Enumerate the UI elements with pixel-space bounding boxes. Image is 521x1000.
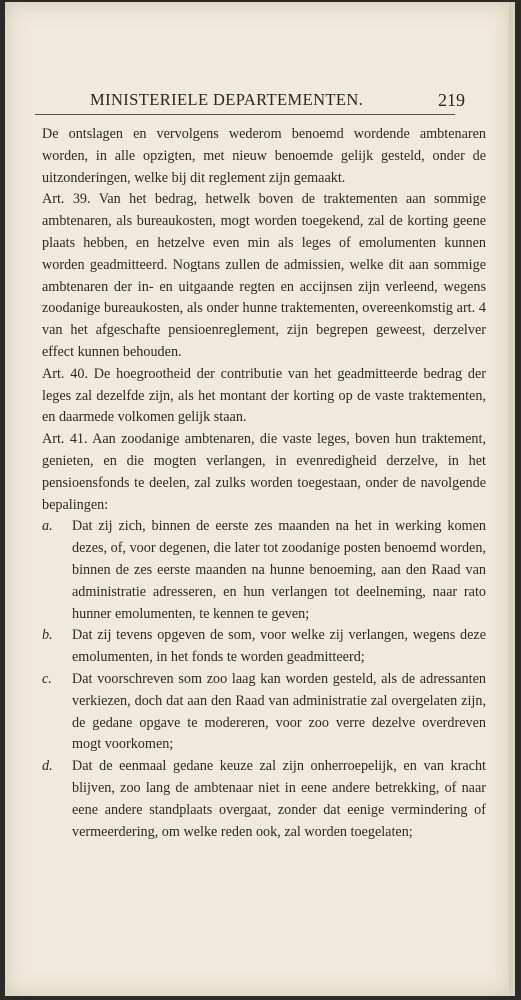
paragraph-continuation: De ontslagen en vervolgens wederom benoemd wordende ambtenaren worden, in alle opzigten, met nieuw benoemde gelijk gesteld, onder de uitzonderingen, welke bij dit reglement zijn gemaakt.	[42, 126, 486, 186]
paragraph-art-39: Art. 39. Van het bedrag, hetwelk boven de traktementen aan sommige ambtenaren, als bureaukosten, mogt worden toegekend, zal de korting geene plaats hebben, en hetzelve even min als leges of emolumenten kunnen worden geadmitteerd. Nogtans zullen de admissien, welke dit aan sommige ambtenaren der in- en uitgaande regten en accijnsen zijn verleend, wegens zoodanige bureaukosten, als onder hunne traktementen, overeenkomstig art. 4 van het afgeschafte pensioenreglement, zijn begrepen geweest, derzelver effect kunnen behouden.	[42, 191, 486, 360]
list-item	[42, 516, 486, 625]
running-title: MINISTERIELE DEPARTEMENTEN.	[90, 90, 364, 109]
list-item-text: Dat de eenmaal gedane keuze zal zijn onherroepelijk, en van kracht blijven, zoo lang de ambtenaar niet in eene andere betrekking, of naar eene andere standplaats overgaat, zonder dat eenige vermindering of vermeerdering, om welke reden ook, zal worden toegelaten;	[72, 758, 486, 840]
list-marker: c.	[42, 670, 52, 687]
body-text	[42, 124, 486, 843]
page-number: 219	[438, 90, 465, 110]
header-rule	[35, 114, 455, 115]
list-item	[42, 756, 486, 843]
paragraph-art-41: Art. 41. Aan zoodanige ambtenaren, die vaste leges, boven hun traktement, genieten, en die mogten verlangen, in evenredigheid derzelve, in het pensioensfonds te deelen, zal zulks worden toegestaan, onder de navolgende bepalingen:	[42, 431, 486, 513]
list-item-text: Dat voorschreven som zoo laag kan worden gesteld, als de adressanten verkiezen, doch dat aan den Raad van administratie zal overgelaten zijn, de gedane opgave te modereren, voor zoo verre dezelve overdreven mogt voorkomen;	[72, 670, 486, 753]
list-marker: a.	[42, 518, 53, 535]
book-page	[5, 2, 511, 996]
list-marker: b.	[42, 627, 53, 644]
paragraph-art-40: Art. 40. De hoegrootheid der contributie van het geadmitteerde bedrag der leges zal dezelfde zijn, als het montant der korting op de vaste traktementen, en daarmede volkomen gelijk staan.	[42, 365, 486, 426]
page-edge	[507, 2, 511, 996]
page-header	[35, 90, 475, 114]
list-item	[42, 669, 486, 756]
list-item	[42, 625, 486, 669]
list-item-text: Dat zij zich, binnen de eerste zes maanden na het in werking komen dezes, of, voor degenen, die later tot zoodanige posten benoemd worden, binnen de zes eerste maanden na hunne benoeming, aan den Raad van administratie adresseren, en hun verlangen tot deelneming, naar rato hunner emolumenten, te kennen te geven;	[72, 518, 486, 622]
list-item-text: Dat zij tevens opgeven de som, voor welke zij verlangen, wegens deze emolumenten, in het fonds te worden geadmitteerd;	[72, 627, 486, 666]
list-marker: d.	[42, 758, 53, 775]
